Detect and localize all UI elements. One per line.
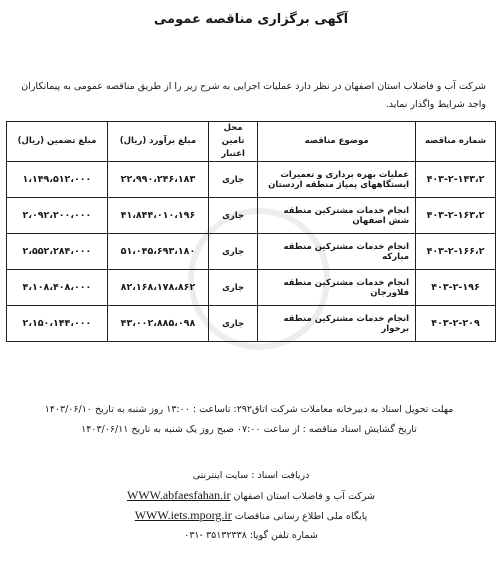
cell-subject: انجام خدمات مشترکین منطقه شش اصفهان — [258, 198, 416, 234]
cell-number: ۴۰۳-۲-۱۴۳،۲ — [416, 162, 496, 198]
cell-number: ۴۰۳-۲-۱۶۶،۲ — [416, 234, 496, 270]
cell-funding: جاری — [208, 234, 257, 270]
cell-estimate: ۵۱،۰۴۵،۶۹۳،۱۸۰ — [107, 234, 208, 270]
cell-funding: جاری — [208, 162, 257, 198]
tender-table — [6, 121, 496, 342]
cell-estimate: ۲۲،۹۹۰،۲۴۶،۱۸۳ — [107, 162, 208, 198]
cell-guarantee: ۲،۵۵۲،۲۸۴،۰۰۰ — [7, 234, 108, 270]
table-row — [7, 234, 496, 270]
cell-guarantee: ۱،۱۴۹،۵۱۲،۰۰۰ — [7, 162, 108, 198]
cell-estimate: ۴۳،۰۰۲،۸۸۵،۰۹۸ — [107, 306, 208, 342]
portal-name: پایگاه ملی اطلاع رسانی مناقصات — [234, 511, 368, 522]
company-link[interactable]: WWW.abfaesfahan.ir — [126, 488, 231, 502]
cell-guarantee: ۴،۱۰۸،۴۰۸،۰۰۰ — [7, 270, 108, 306]
company-name: شرکت آب و فاضلاب استان اصفهان — [233, 491, 376, 502]
cell-funding: جاری — [208, 198, 257, 234]
company-line — [0, 488, 502, 503]
header-number: شماره مناقصه — [416, 122, 496, 162]
header-subject: موضوع مناقصه — [258, 122, 416, 162]
cell-number: ۴۰۳-۲-۱۹۶ — [416, 270, 496, 306]
opening-text: تاریخ گشایش اسناد مناقصه : از ساعت ۰۷:۰۰ صبح روز یک شنبه به تاریخ ۱۴۰۳/۰۶/۱۱ — [81, 424, 417, 435]
portal-line — [0, 508, 502, 523]
cell-subject: انجام خدمات مشترکین منطقه فلاورجان — [258, 270, 416, 306]
deadline-text: مهلت تحویل اسناد به دبیرخانه معاملات شرکت اتاق۲۹۲: تاساعت : ۱۳:۰۰ روز شنبه به تاریخ ۱۴۰۳/۰۶/۱۰ — [44, 404, 454, 415]
cell-subject: عملیات بهره برداری و تعمیرات ایستگاههای پمپاژ منطقه اردستان — [258, 162, 416, 198]
cell-funding: جاری — [208, 270, 257, 306]
cell-guarantee: ۲،۰۹۲،۲۰۰،۰۰۰ — [7, 198, 108, 234]
page-title: آگهی برگزاری مناقصه عمومی — [153, 12, 349, 27]
phone-text: شماره تلفن گویا: ۳۵۱۳۲۳۳۸ -۰۳۱ — [184, 530, 318, 541]
table-row — [7, 270, 496, 306]
receive-text: دریافت اسناد : سایت اینترنتی — [192, 470, 310, 481]
cell-estimate: ۸۲،۱۶۸،۱۷۸،۸۶۲ — [107, 270, 208, 306]
header-guarantee: مبلغ تضمین (ریال) — [7, 122, 108, 162]
table-header-row — [7, 122, 496, 162]
cell-number: ۴۰۳-۲-۱۶۳،۲ — [416, 198, 496, 234]
cell-estimate: ۴۱،۸۴۴،۰۱۰،۱۹۶ — [107, 198, 208, 234]
portal-link[interactable]: WWW.iets.mporg.ir — [134, 508, 232, 522]
intro-text: شرکت آب و فاضلاب استان اصفهان در نظر دارد عملیات اجرایی به شرح زیر را از طریق مناقصه عمومی به پیمانکاران واجد شرایط واگذار نماید. — [21, 81, 486, 110]
table-row — [7, 198, 496, 234]
table-row — [7, 306, 496, 342]
table-row — [7, 162, 496, 198]
cell-guarantee: ۲،۱۵۰،۱۴۴،۰۰۰ — [7, 306, 108, 342]
header-estimate: مبلغ برآورد (ریال) — [107, 122, 208, 162]
cell-funding: جاری — [208, 306, 257, 342]
cell-subject: انجام خدمات مشترکین منطقه مبارکه — [258, 234, 416, 270]
cell-subject: انجام خدمات مشترکین منطقه برخوار — [258, 306, 416, 342]
cell-number: ۴۰۳-۲-۲۰۹ — [416, 306, 496, 342]
header-funding: محل تامین اعتبار — [208, 122, 257, 162]
